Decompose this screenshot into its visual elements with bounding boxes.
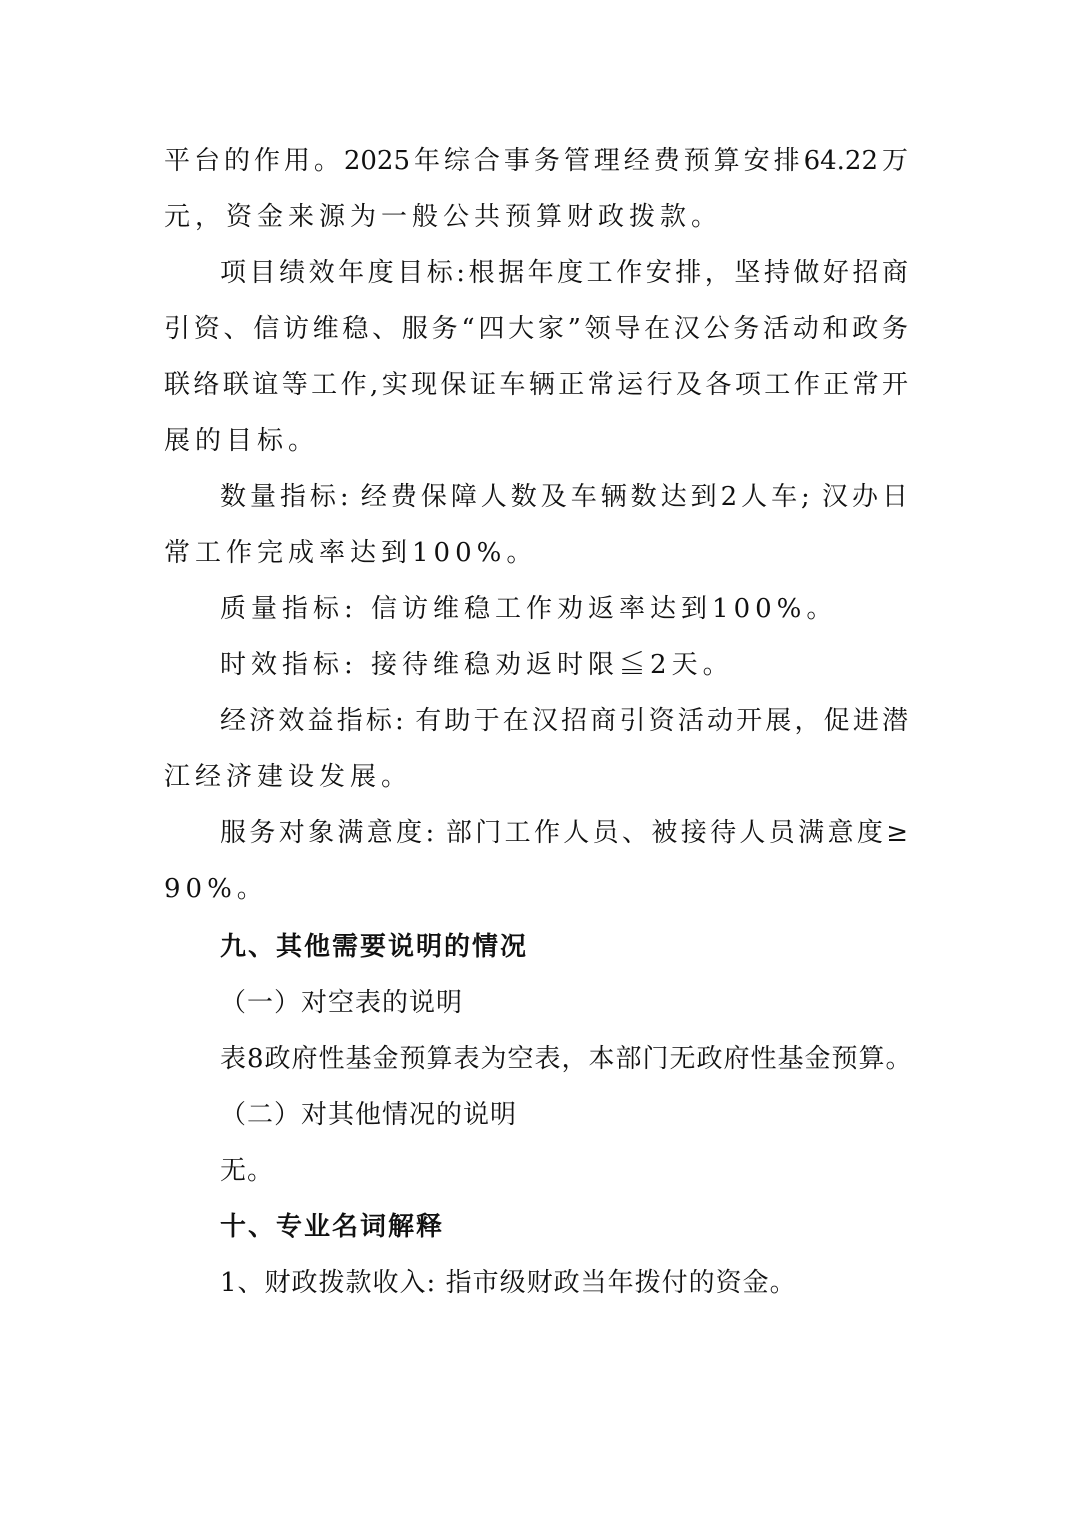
paragraph-line: 1、财政拨款收入: 指市级财政当年拨付的资金。 <box>220 1268 797 1298</box>
paragraph-line: 常工作完成率达到100%。 <box>164 538 538 568</box>
paragraph-line: 表8政府性基金预算表为空表，本部门无政府性基金预算。 <box>220 1044 913 1074</box>
paragraph-line: 经济效益指标: 有助于在汉招商引资活动开展，促进潜 <box>220 706 908 736</box>
section-heading: 十、专业名词解释 <box>220 1212 445 1242</box>
section-heading: 九、其他需要说明的情况 <box>220 932 529 962</box>
paragraph-line: 元，资金来源为一般公共预算财政拨款。 <box>164 202 723 232</box>
paragraph-line: 联络联谊等工作,实现保证车辆正常运行及各项工作正常开 <box>164 370 908 400</box>
paragraph-line: 引资、信访维稳、服务“四大家”领导在汉公务活动和政务 <box>164 314 908 344</box>
paragraph-line: 数量指标: 经费保障人数及车辆数达到2人车; 汉办日 <box>220 482 908 512</box>
paragraph-line: 质量指标: 信访维稳工作劝返率达到100%。 <box>220 594 838 624</box>
paragraph-line: 项目绩效年度目标:根据年度工作安排，坚持做好招商 <box>220 258 908 288</box>
subsection-heading: （二）对其他情况的说明 <box>220 1100 518 1130</box>
paragraph-line: 90%。 <box>164 874 268 904</box>
paragraph-line: 服务对象满意度: 部门工作人员、被接待人员满意度≥ <box>220 818 908 848</box>
paragraph-line: 时效指标: 接待维稳劝返时限≦2天。 <box>220 650 734 680</box>
paragraph-line: 无。 <box>220 1156 275 1186</box>
paragraph-line: 江经济建设发展。 <box>164 762 413 792</box>
subsection-heading: （一）对空表的说明 <box>220 988 464 1018</box>
paragraph-line: 展的目标。 <box>164 426 320 456</box>
paragraph-line: 平台的作用。2025年综合事务管理经费预算安排64.22万 <box>164 146 908 176</box>
